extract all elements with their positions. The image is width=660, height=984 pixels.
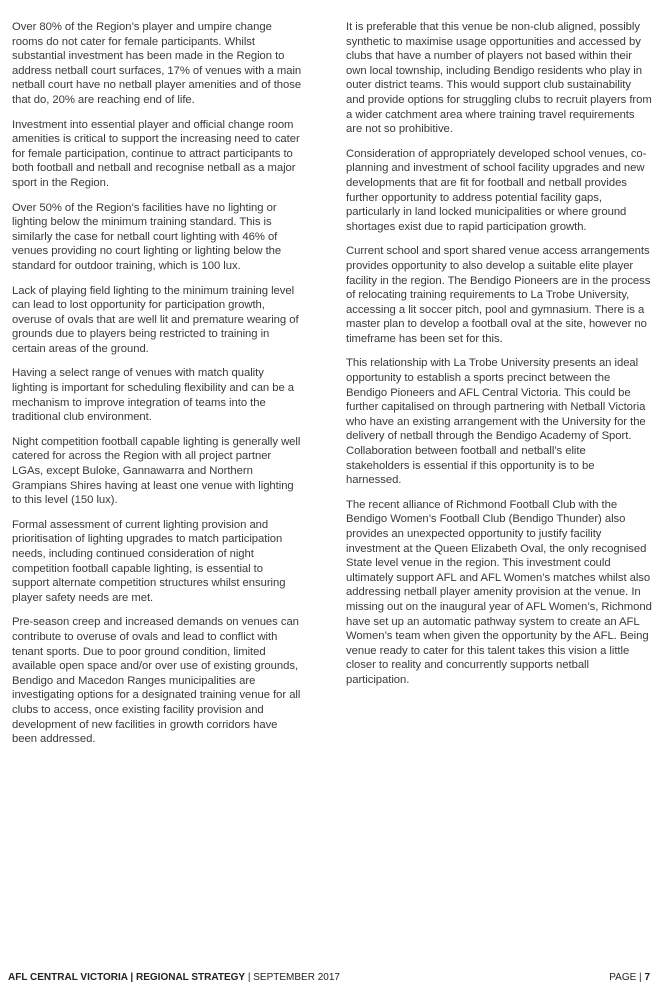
paragraph: Over 80% of the Region’s player and umpire change rooms do not cater for female participants. Whilst substantial investment has been made in the Region to address netball court surfaces, 17% of venues with a main netball court have no netball player amenities and of those that do, 20% are reaching end of life. [12,21,302,106]
paragraph: Over 50% of the Region’s facilities have no lighting or lighting below the minimum training standard. This is similarly the case for netball court lighting with 46% of venues providing no court lighting or lighting below the standard for outdoor training, which is 100 lux. [12,201,282,272]
paragraph: Formal assessment of current lighting provision and prioritisation of lighting upgrades to match participation needs, including continued consideration of night competition football capable lighting, is essential to support alternate competition structures whilst ensuring player safety needs are met. [12,518,286,604]
paragraph: Night competition football capable lighting is generally well catered for across the Region with all project partner LGAs, except Buloke, Gannawarra and Northern Grampians Shires having at least one venue with lighting to this level (150 lux). [12,435,301,507]
paragraph: Current school and sport shared venue access arrangements provides opportunity to also develop a suitable elite player facility in the region. The Bendigo Pioneers are in the process of relocating training requirements to La Trobe University, accessing a lit soccer pitch, pool and gymnasium. There is a master plan to develop a football oval at the site, however no timeframe has been set for this. [346,245,651,345]
paragraph: Investment into essential player and official change room amenities is critical to support the increasing need to cater for female participation, continue to attract participants to both football and netball and recognise netball as a major sport in the Region. [12,118,300,189]
page-footer [8,972,650,984]
paragraph: Pre-season creep and increased demands on venues can contribute to overuse of ovals and lead to conflict with tenant sports. Due to poor ground condition, limited available open space and/or over use of existing grounds, Bendigo and Macedon Ranges municipalities are investigating options for a designated training venue for all clubs to access, once existing facility provision and development of new facilities in growth corridors have been addressed. [12,616,301,746]
paragraph: Lack of playing field lighting to the minimum training level can lead to lost opportunity for participation growth, overuse of ovals that are well lit and premature wearing of grounds due to players being restricted to training in certain areas of the ground. [12,284,299,355]
footer-doc: REGIONAL STRATEGY [136,972,246,983]
left-column [12,20,302,757]
page-number [609,972,650,984]
footer-title [8,972,340,984]
page-number-value: 7 [644,972,650,983]
paragraph: This relationship with La Trobe University presents an ideal opportunity to establish a sports precinct between the Bendigo Pioneers and AFL Central Victoria. This could be further capitalised on through partnering with Netball Victoria who have an existing arrangement with the University for the delivery of netball through the Bendigo Academy of Sport. Collaboration between football and netball’s elite stakeholders is essential if this opportunity is to be harnessed. [346,357,646,487]
footer-separator: | [245,972,254,983]
right-column [346,20,652,698]
paragraph: Having a select range of venues with match quality lighting is important for scheduling flexibility and can be a mechanism to improve integration of teams into the traditional club environment. [12,367,295,424]
paragraph: It is preferable that this venue be non-club aligned, possibly synthetic to maximise usage opportunities and accessed by clubs that have a number of players not based within their own local township, including Bendigo residents who play in outer district teams. This would support club sustainability and provide options for struggling clubs to recruit players from a wider catchment area where training travel requirements are not so prohibitive. [346,21,652,136]
page-label: PAGE | [609,972,645,983]
paragraph: Consideration of appropriately developed school venues, co-planning and investment of school facility upgrades and new developments that are fit for football and netball provides further opportunity to address potential facility gaps, particularly in land locked municipalities or where ground shortages exist due to rapid participation growth. [346,147,647,233]
footer-separator: | [127,972,136,983]
paragraph: The recent alliance of Richmond Football Club with the Bendigo Women’s Football Club (Bendigo Thunder) also provides an unexpected opportunity to justify facility investment at the Queen Elizabeth Oval, the only recognised State level venue in the region. This investment could ultimately support AFL and AFL Women’s matches whilst also addressing netball player amenity provision at the venue. In missing out on the inaugural year of AFL Women’s, Richmond have set up an automatic pathway system to create an AFL Women’s team when given the opportunity by the AFL. Being venue ready to cater for this talent takes this vision a little closer to reality and concurrently supports netball participation. [346,498,652,686]
footer-date: SEPTEMBER 2017 [253,972,340,983]
footer-org: AFL CENTRAL VICTORIA [8,972,128,983]
